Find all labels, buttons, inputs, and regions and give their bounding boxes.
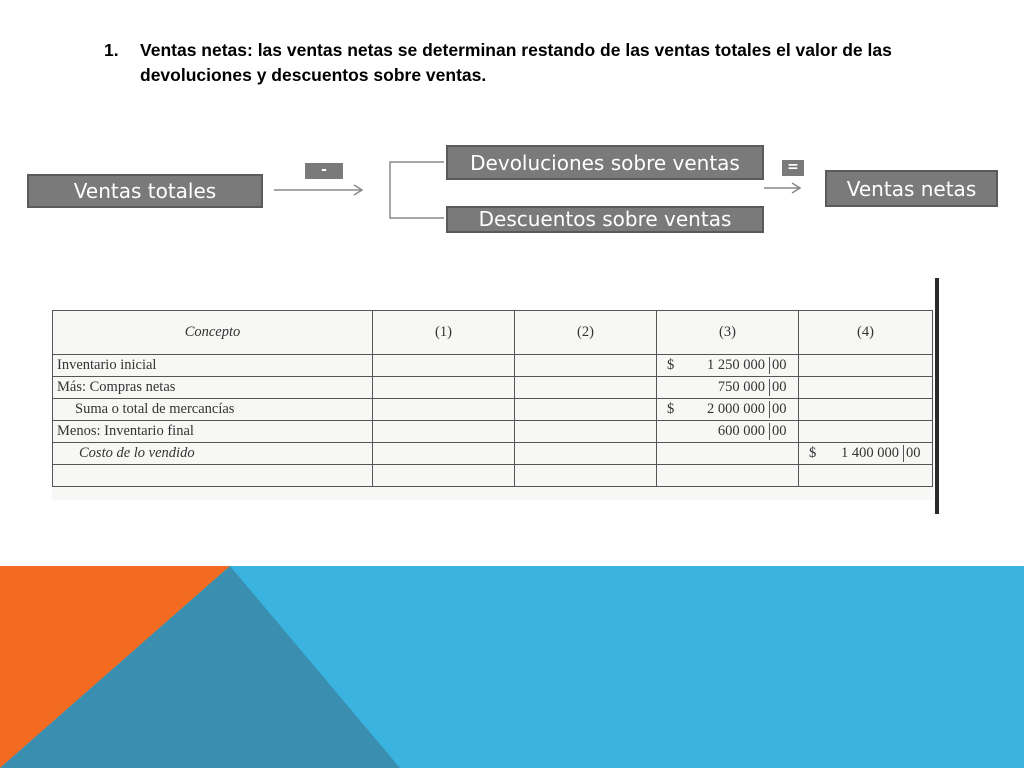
header-col-3: (3) bbox=[657, 311, 799, 355]
row-concepto: Inventario inicial bbox=[53, 355, 373, 377]
row-col-1 bbox=[373, 355, 515, 377]
row-col-2 bbox=[515, 399, 657, 421]
currency-symbol: $ bbox=[667, 401, 675, 417]
cents: 00 bbox=[769, 357, 794, 374]
cents: 00 bbox=[769, 423, 794, 440]
footer-decoration bbox=[0, 566, 1024, 768]
row-concepto: Más: Compras netas bbox=[53, 377, 373, 399]
table-row bbox=[53, 421, 933, 443]
list-number: 1. bbox=[104, 40, 119, 60]
row-col-4 bbox=[799, 355, 933, 377]
amount: 1 400 000 bbox=[841, 445, 899, 461]
row-col-1 bbox=[373, 421, 515, 443]
row-concepto: Menos: Inventario final bbox=[53, 421, 373, 443]
cents: 00 bbox=[769, 379, 794, 396]
row-col-4 bbox=[799, 377, 933, 399]
row-col-3 bbox=[657, 355, 799, 377]
row-col-2 bbox=[515, 355, 657, 377]
row-col-3 bbox=[657, 465, 799, 487]
minus-sign: - bbox=[305, 163, 343, 179]
row-col-4 bbox=[799, 443, 933, 465]
row-col-1 bbox=[373, 377, 515, 399]
ventas-netas-box: Ventas netas bbox=[825, 170, 998, 207]
currency-symbol: $ bbox=[809, 445, 817, 461]
row-col-1 bbox=[373, 465, 515, 487]
table-row bbox=[53, 377, 933, 399]
table-row bbox=[53, 399, 933, 421]
header-col-1: (1) bbox=[373, 311, 515, 355]
table-row bbox=[53, 355, 933, 377]
row-concepto bbox=[53, 465, 373, 487]
amount: 1 250 000 bbox=[707, 357, 765, 373]
table-row bbox=[53, 443, 933, 465]
row-col-1 bbox=[373, 443, 515, 465]
ledger-header-row bbox=[53, 311, 933, 355]
amount: 2 000 000 bbox=[707, 401, 765, 417]
equals-sign: = bbox=[782, 160, 804, 176]
devoluciones-box: Devoluciones sobre ventas bbox=[446, 145, 764, 180]
table-row bbox=[53, 465, 933, 487]
amount: 600 000 bbox=[717, 423, 765, 439]
scan-edge bbox=[935, 278, 939, 514]
row-concepto: Suma o total de mercancías bbox=[53, 399, 373, 421]
ledger-table bbox=[52, 310, 933, 487]
row-col-2 bbox=[515, 465, 657, 487]
ledger-scan bbox=[52, 310, 934, 500]
row-col-3 bbox=[657, 377, 799, 399]
header-col-4: (4) bbox=[799, 311, 933, 355]
row-col-2 bbox=[515, 377, 657, 399]
row-col-3 bbox=[657, 443, 799, 465]
amount: 750 000 bbox=[717, 379, 765, 395]
descuentos-box: Descuentos sobre ventas bbox=[446, 206, 764, 233]
row-concepto: Costo de lo vendido bbox=[53, 443, 373, 465]
row-col-1 bbox=[373, 399, 515, 421]
row-col-4 bbox=[799, 399, 933, 421]
ventas-totales-box: Ventas totales bbox=[27, 174, 263, 208]
header-col-2: (2) bbox=[515, 311, 657, 355]
row-col-4 bbox=[799, 421, 933, 443]
row-col-3 bbox=[657, 421, 799, 443]
row-col-3 bbox=[657, 399, 799, 421]
intro-text: Ventas netas: las ventas netas se determinan restando de las ventas totales el valor de las devoluciones y descuentos sobre ventas. bbox=[140, 40, 892, 85]
header-concepto: Concepto bbox=[53, 311, 373, 355]
row-col-2 bbox=[515, 421, 657, 443]
currency-symbol: $ bbox=[667, 357, 675, 373]
row-col-4 bbox=[799, 465, 933, 487]
cents: 00 bbox=[903, 445, 928, 462]
row-col-2 bbox=[515, 443, 657, 465]
cents: 00 bbox=[769, 401, 794, 418]
